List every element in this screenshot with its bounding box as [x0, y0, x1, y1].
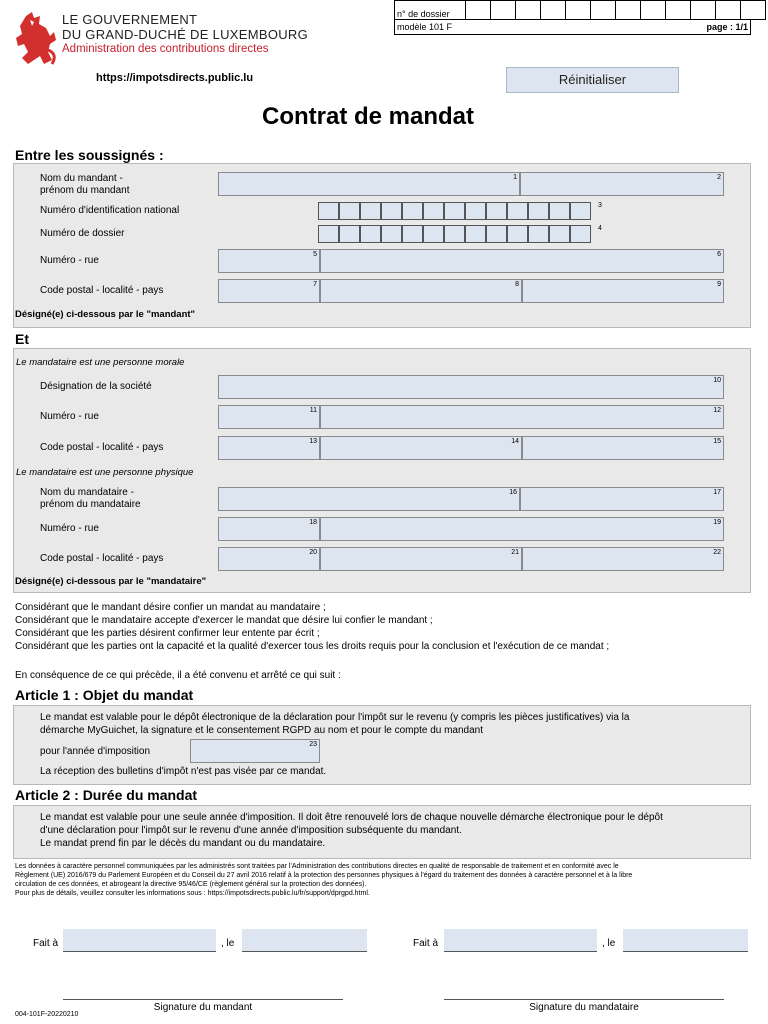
field-number: 18 [309, 519, 317, 526]
name-label-2: prénom du mandant [40, 185, 130, 196]
field-number: 1 [513, 174, 517, 181]
consequence-text: En conséquence de ce qui précède, il a été convenu et arrêté ce qui suit : [15, 670, 341, 681]
mandataire-street-label: Numéro - rue [40, 523, 99, 534]
field-number: 12 [713, 407, 721, 414]
field-number: 3 [598, 202, 602, 209]
field-number: 2 [717, 174, 721, 181]
mandant-house-number-field[interactable] [218, 249, 320, 273]
mandataire-firstname-field[interactable] [520, 487, 724, 511]
form-code: 004-101F-20220210 [15, 1011, 79, 1018]
dossier-number-label-main: Numéro de dossier [40, 228, 125, 239]
field-number: 4 [598, 225, 602, 232]
mandataire-name-field[interactable] [218, 487, 520, 511]
consideration-line: Considérant que les parties désirent confirmer leur entente par écrit ; [15, 628, 320, 639]
article-1-text-2: démarche MyGuichet, la signature et le consentement RGPD au nom et pour le compte du mandant [40, 725, 484, 736]
legal-line: circulation de ces données, et abrogeant la directive 95/46/CE (règlement général sur la protection des données). [15, 881, 367, 888]
le-label-right: , le [602, 938, 616, 949]
mandataire-house-number-field[interactable] [218, 517, 320, 541]
dossier-cell[interactable] [716, 1, 741, 20]
model-number: modèle 101 F [395, 20, 596, 35]
lion-emblem-icon [12, 10, 60, 68]
mandant-postal-code-field[interactable] [218, 279, 320, 303]
mandant-firstname-field[interactable] [520, 172, 724, 196]
moral-person-intro: Le mandataire est une personne morale [16, 357, 185, 368]
date-field-left[interactable] [242, 929, 367, 952]
field-number: 20 [309, 549, 317, 556]
section-2-heading: Et [15, 331, 29, 347]
mandataire-designation-note: Désigné(e) ci-dessous par le "mandataire" [15, 576, 207, 587]
field-number: 23 [309, 741, 317, 748]
field-number: 8 [515, 281, 519, 288]
article-1-panel [13, 705, 751, 785]
dossier-cell[interactable] [541, 1, 566, 20]
dossier-cell[interactable] [466, 1, 491, 20]
consideration-line: Considérant que les parties ont la capacité et la qualité d'exercer tous les droits requis pour la conclusion et l'exécution de ce mandat ; [15, 641, 610, 652]
field-number: 7 [313, 281, 317, 288]
mandataire-panel [13, 348, 751, 593]
tax-year-field[interactable] [190, 739, 320, 763]
field-number: 13 [309, 438, 317, 445]
article-2-heading: Article 2 : Durée du mandat [15, 787, 198, 803]
company-street-label: Numéro - rue [40, 411, 99, 422]
postal-label: Code postal - localité - pays [40, 285, 164, 296]
company-locality-field[interactable] [320, 436, 522, 460]
mandataire-postal-code-field[interactable] [218, 547, 320, 571]
signature-line-mandataire [444, 999, 724, 1000]
le-label-left: , le [221, 938, 235, 949]
dossier-cell[interactable] [691, 1, 716, 20]
dossier-cell[interactable] [641, 1, 666, 20]
national-id-label: Numéro d'identification national [40, 205, 180, 216]
fait-a-label-right: Fait à [413, 938, 439, 949]
site-url[interactable]: https://impotsdirects.public.lu [96, 72, 254, 84]
dossier-cell[interactable] [666, 1, 691, 20]
legal-line: Les données à caractère personnel communiquées par les administrés sont traitées par l'Administration des contributions directes en qualité de responsable de traitement et en conformité avec le [15, 863, 619, 870]
mandant-panel [13, 163, 751, 328]
legal-line: Pour plus de détails, veuillez consulter les informations sous : https://impotsdirects.public.lu/fr/support/dprgpd.html. [15, 890, 370, 897]
consideration-line: Considérant que le mandant désire confier un mandat au mandataire ; [15, 602, 326, 613]
company-postal-label: Code postal - localité - pays [40, 442, 164, 453]
signature-mandataire-label: Signature du mandataire [529, 1002, 639, 1013]
mandataire-postal-label: Code postal - localité - pays [40, 553, 164, 564]
name-label-1: Nom du mandant - [40, 173, 123, 184]
signature-mandant-label: Signature du mandant [153, 1002, 253, 1013]
fait-a-label-left: Fait à [33, 938, 59, 949]
mandant-name-field[interactable] [218, 172, 520, 196]
mandant-designation-note: Désigné(e) ci-dessous par le "mandant" [15, 309, 196, 320]
mandataire-name-label-1: Nom du mandataire - [40, 487, 134, 498]
page-title: Contrat de mandat [262, 103, 475, 130]
mandant-street-field[interactable] [320, 249, 724, 273]
dossier-number-cells[interactable] [318, 225, 591, 243]
place-field-right[interactable] [444, 929, 597, 952]
mandataire-country-field[interactable] [522, 547, 724, 571]
logo [12, 8, 332, 70]
company-house-number-field[interactable] [218, 405, 320, 429]
dossier-cell[interactable] [566, 1, 591, 20]
mandant-locality-field[interactable] [320, 279, 522, 303]
dossier-cell[interactable] [591, 1, 616, 20]
dossier-cell[interactable] [491, 1, 516, 20]
article-1-text-3: La réception des bulletins d'impôt n'est pas visée par ce mandat. [40, 766, 327, 777]
field-number: 21 [511, 549, 519, 556]
field-number: 14 [511, 438, 519, 445]
reset-button[interactable]: Réinitialiser [506, 67, 679, 93]
logo-line-2: DU GRAND-DUCHÉ DE LUXEMBOURG [62, 27, 309, 42]
logo-line-1: LE GOUVERNEMENT [62, 12, 198, 27]
mandataire-name-label-2: prénom du mandataire [40, 499, 141, 510]
logo-line-3: Administration des contributions directes [62, 43, 269, 55]
field-number: 19 [713, 519, 721, 526]
company-name-field[interactable] [218, 375, 724, 399]
considerations-block [15, 601, 755, 653]
mandant-country-field[interactable] [522, 279, 724, 303]
legal-notice [15, 862, 755, 898]
national-id-cells[interactable] [318, 202, 591, 220]
legal-line: Règlement (UE) 2016/679 du Parlement Européen et du Conseil du 27 avril 2016 relatif à la protection des personnes physiques à l'égard du traitement des données à caractère personnel et à la libre [15, 872, 633, 879]
article-2-text-3: Le mandat prend fin par le décès du mandant ou du mandataire. [40, 838, 326, 849]
section-1-heading: Entre les soussignés : [15, 147, 164, 163]
field-number: 15 [713, 438, 721, 445]
article-1-text-1: Le mandat est valable pour le dépôt électronique de la déclaration pour l'impôt sur le revenu (y compris les pièces justificatives) via la [40, 712, 630, 723]
field-number: 9 [717, 281, 721, 288]
consideration-line: Considérant que le mandataire accepte d'exercer le mandat que désire lui confier le mandant ; [15, 615, 433, 626]
dossier-cell[interactable] [741, 1, 766, 20]
article-2-text-1: Le mandat est valable pour une seule année d'imposition. Il doit être renouvelé lors de chaque nouvelle démarche électronique pour le dépôt [40, 812, 663, 823]
page-indicator: page : 1/1 [595, 20, 750, 35]
company-street-field[interactable] [320, 405, 724, 429]
street-label: Numéro - rue [40, 255, 99, 266]
physical-person-intro: Le mandataire est une personne physique [16, 467, 194, 478]
dossier-cell[interactable] [616, 1, 641, 20]
field-number: 16 [509, 489, 517, 496]
dossier-number-label: n° de dossier [395, 1, 466, 20]
date-field-right[interactable] [623, 929, 748, 952]
signature-line-mandant [63, 999, 343, 1000]
mandataire-locality-field[interactable] [320, 547, 522, 571]
field-number: 5 [313, 251, 317, 258]
mandataire-street-field[interactable] [320, 517, 724, 541]
field-number: 11 [309, 407, 317, 414]
field-number: 6 [717, 251, 721, 258]
article-2-panel [13, 805, 751, 859]
field-number: 10 [713, 377, 721, 384]
company-label: Désignation de la société [40, 381, 152, 392]
place-field-left[interactable] [63, 929, 216, 952]
article-1-heading: Article 1 : Objet du mandat [15, 687, 194, 703]
tax-year-label: pour l'année d'imposition [40, 746, 150, 757]
company-country-field[interactable] [522, 436, 724, 460]
field-number: 17 [713, 489, 721, 496]
dossier-header-table [394, 0, 766, 35]
dossier-cell[interactable] [516, 1, 541, 20]
article-2-text-2: d'une déclaration pour l'impôt sur le revenu d'une année d'imposition subséquente du mandant. [40, 825, 462, 836]
company-postal-code-field[interactable] [218, 436, 320, 460]
field-number: 22 [713, 549, 721, 556]
